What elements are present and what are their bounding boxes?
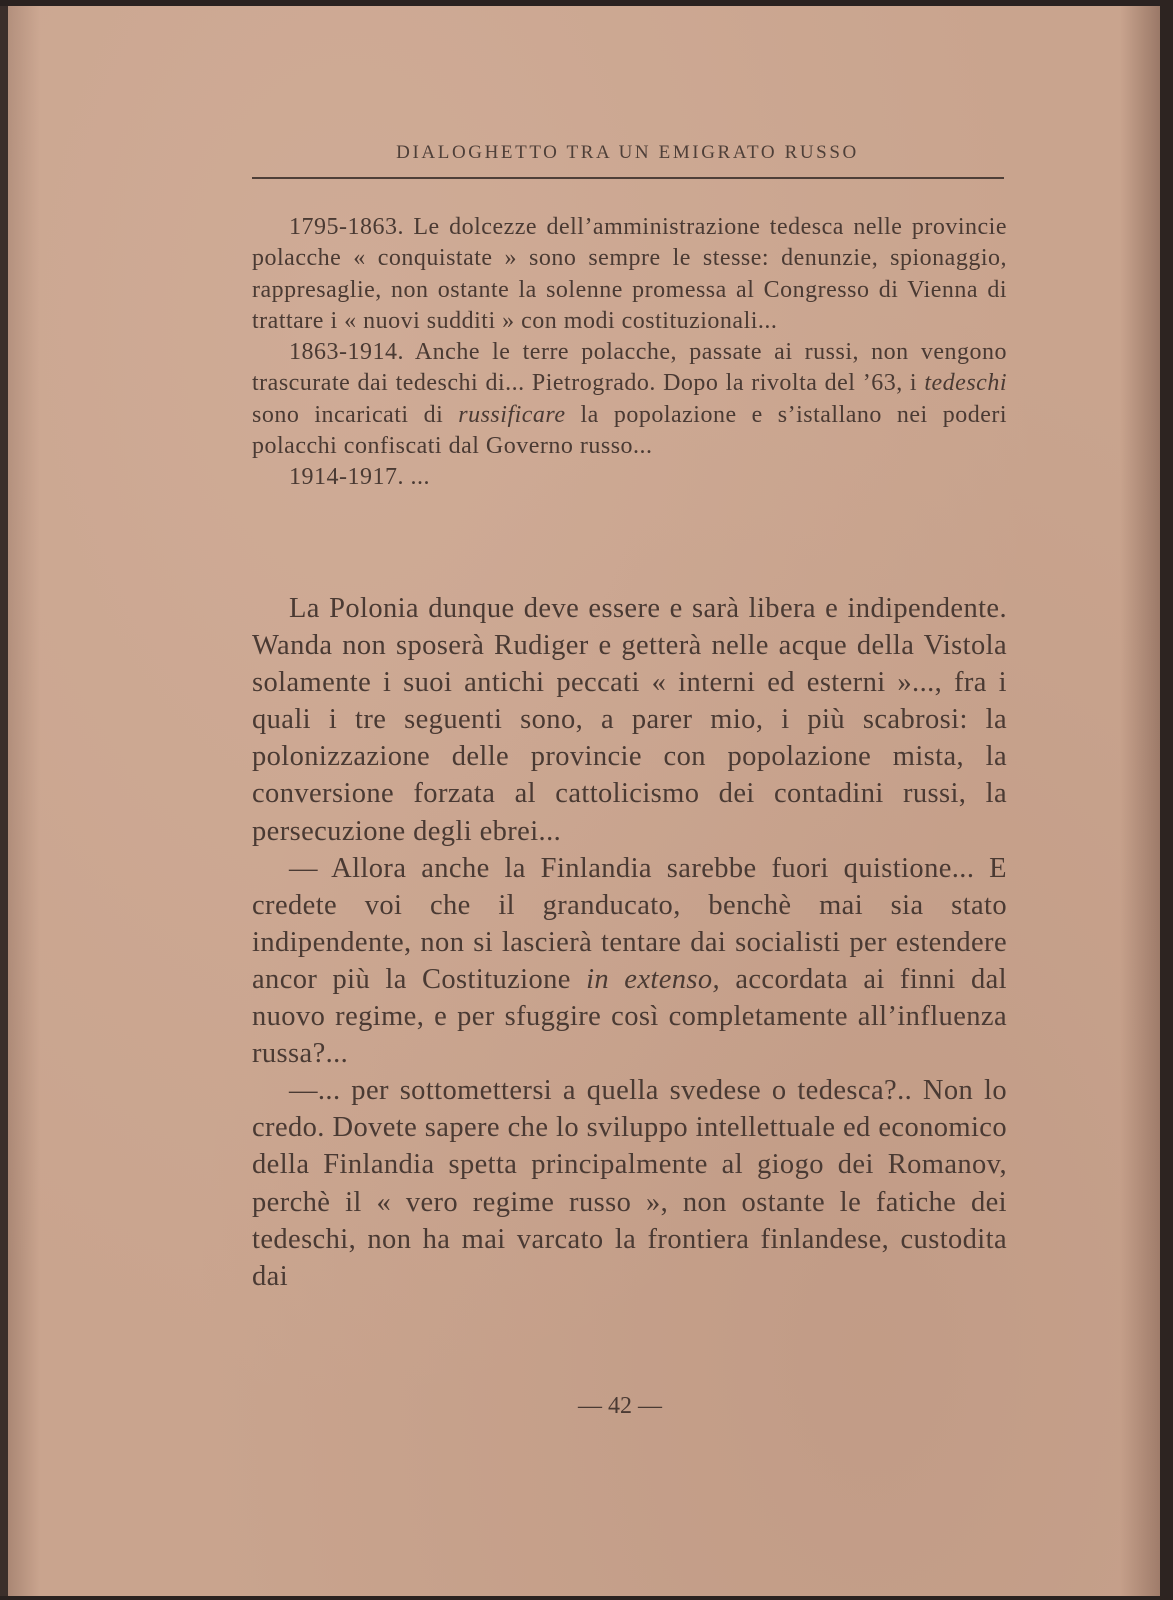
main-text: [252, 590, 1007, 1295]
note-1863-1914: 1863-1914. Anche le terre polacche, passate ai russi, non vengono trascurate dai tedeschi di... Pietrogrado. Dopo la rivolta del ’63, i tedeschi sono incaricati di russificare la popolazione e s’istallano nei poderi polacchi confiscati dal Governo russo...: [252, 339, 1008, 460]
note-1795-1863: 1795-1863. Le dolcezze dell’amministrazione tedesca nelle provincie polacche « conquistate » sono sempre le stesse: denunzie, spionaggio, rappresaglie, non ostante la solenne promessa al Congresso di Vienna di trattare i « nuovi sudditi » con modi costituzionali...: [252, 214, 1007, 334]
running-head: DIALOGHETTO TRA UN EMIGRATO RUSSO: [396, 142, 859, 163]
paragraph-polonia: La Polonia dunque deve essere e sarà libera e indipendente. Wanda non sposerà Rudiger e getterà nelle acque della Vistola solamente i suoi antichi peccati « interni ed esterni »..., fra i quali i tre seguenti sono, a parer mio, i più scabrosi: la polonizzazione delle provincie con popolazione mista, la conversione forzata al cattolicismo dei contadini russi, la persecuzione degli ebrei...: [252, 593, 1007, 847]
paragraph-finlandia: — Allora anche la Finlandia sarebbe fuori quistione... E credete voi che il granducato, benchè mai sia stato indipendente, non si lascierà tentare dai socialisti per estendere ancor più la Costituzione in extenso, accordata ai finni dal nuovo regime, e per sfuggire così completamente all’influenza russa?...: [252, 852, 1008, 1070]
paragraph-reply: —... per sottomettersi a quella svedese o tedesca?.. Non lo credo. Dovete sapere che lo sviluppo intellettuale ed economico della Finlandia spetta principalmente al giogo dei Romanov, perchè il « vero regime russo », non ostante le fatiche dei tedeschi, non ha mai varcato la frontiera finlandese, custodita dai: [252, 1075, 1007, 1292]
page-right-edge: [1160, 0, 1173, 1600]
chronology-notes: [252, 212, 1007, 494]
page-left-edge: [0, 6, 8, 1596]
header-rule: [252, 177, 1004, 179]
page-number: — 42 —: [578, 1393, 662, 1419]
note-1914-1917: 1914-1917. ...: [289, 464, 430, 491]
